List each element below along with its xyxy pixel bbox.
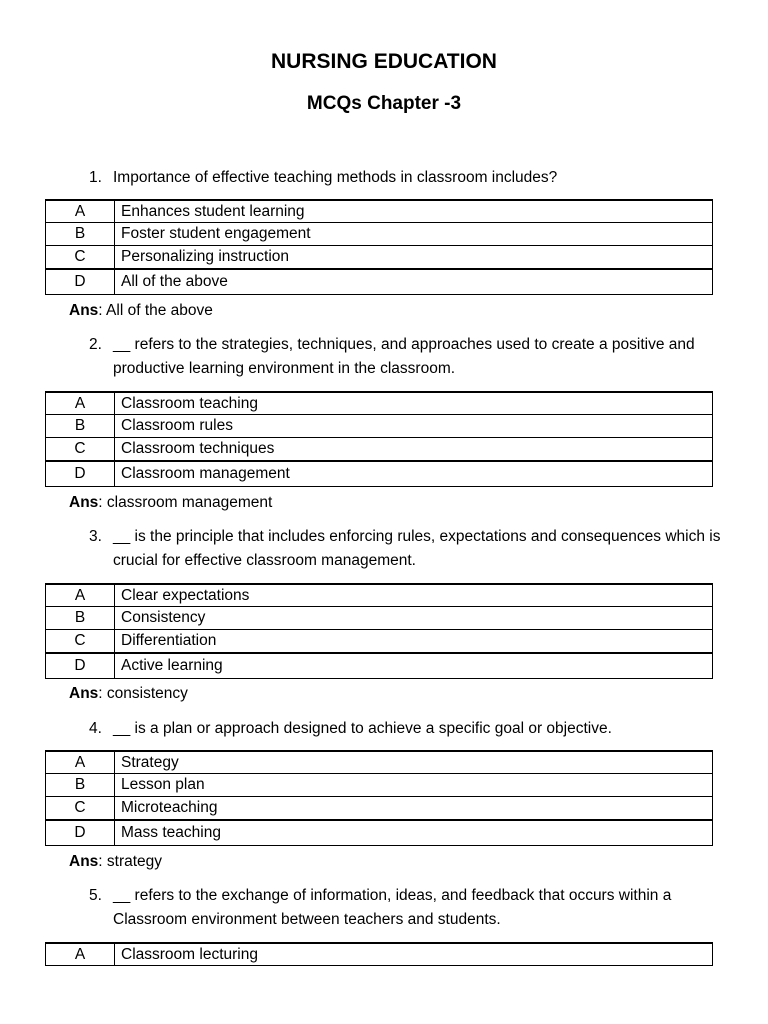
option-row bbox=[46, 797, 713, 821]
answer-label: Ans bbox=[69, 685, 99, 702]
option-row bbox=[46, 246, 713, 270]
option-text: Personalizing instruction bbox=[115, 246, 713, 270]
option-letter: C bbox=[46, 630, 115, 654]
options-table-5 bbox=[45, 942, 713, 966]
question-text: __ refers to the exchange of information, ideas, and feedback that occurs within a Classroom environment between teachers and students. bbox=[113, 887, 672, 928]
answer-text: : classroom management bbox=[98, 494, 273, 511]
option-row bbox=[46, 943, 713, 966]
question-1 bbox=[89, 166, 723, 190]
option-text: Mass teaching bbox=[115, 820, 713, 846]
question-text: __ is the principle that includes enforcing rules, expectations and consequences which is crucial for effective classroom management. bbox=[113, 528, 721, 569]
option-row bbox=[46, 269, 713, 295]
question-number: 5. bbox=[89, 887, 102, 904]
answer-3 bbox=[69, 684, 188, 704]
option-row bbox=[46, 415, 713, 438]
answer-text: : consistency bbox=[98, 685, 188, 702]
answer-label: Ans bbox=[69, 494, 99, 511]
option-row bbox=[46, 607, 713, 630]
option-letter: D bbox=[46, 269, 115, 295]
document-title: NURSING EDUCATION bbox=[271, 50, 497, 73]
option-text: Clear expectations bbox=[115, 584, 713, 607]
question-3 bbox=[89, 525, 723, 573]
answer-4 bbox=[69, 852, 162, 872]
option-text: All of the above bbox=[115, 269, 713, 295]
question-number: 1. bbox=[89, 169, 102, 186]
option-letter: B bbox=[46, 223, 115, 246]
option-row bbox=[46, 774, 713, 797]
option-letter: A bbox=[46, 392, 115, 415]
question-number: 3. bbox=[89, 528, 102, 545]
answer-text: : strategy bbox=[98, 853, 163, 870]
document-subtitle: MCQs Chapter -3 bbox=[306, 93, 462, 114]
question-5 bbox=[89, 884, 723, 932]
option-letter: D bbox=[46, 820, 115, 846]
option-text: Classroom techniques bbox=[115, 438, 713, 462]
question-number: 4. bbox=[89, 720, 102, 737]
answer-label: Ans bbox=[69, 853, 99, 870]
option-text: Classroom rules bbox=[115, 415, 713, 438]
options-table-1 bbox=[45, 199, 713, 295]
option-letter: A bbox=[46, 943, 115, 966]
answer-1 bbox=[69, 301, 213, 321]
option-text: Active learning bbox=[115, 653, 713, 679]
option-text: Strategy bbox=[115, 751, 713, 774]
option-text: Enhances student learning bbox=[115, 200, 713, 223]
option-letter: A bbox=[46, 584, 115, 607]
option-row bbox=[46, 392, 713, 415]
answer-text: : All of the above bbox=[98, 302, 213, 319]
option-letter: B bbox=[46, 415, 115, 438]
option-letter: A bbox=[46, 200, 115, 223]
question-4 bbox=[89, 717, 723, 741]
option-letter: B bbox=[46, 607, 115, 630]
option-letter: D bbox=[46, 653, 115, 679]
option-row bbox=[46, 438, 713, 462]
option-letter: A bbox=[46, 751, 115, 774]
question-text: __ refers to the strategies, techniques, and approaches used to create a positive and productive learning environment in the classroom. bbox=[113, 336, 695, 377]
question-text: Importance of effective teaching methods in classroom includes? bbox=[113, 169, 558, 186]
option-row bbox=[46, 461, 713, 487]
answer-label: Ans bbox=[69, 302, 99, 319]
option-text: Classroom management bbox=[115, 461, 713, 487]
option-row bbox=[46, 653, 713, 679]
option-text: Consistency bbox=[115, 607, 713, 630]
option-text: Lesson plan bbox=[115, 774, 713, 797]
question-2 bbox=[89, 333, 723, 381]
option-text: Classroom lecturing bbox=[115, 943, 713, 966]
option-text: Microteaching bbox=[115, 797, 713, 821]
option-text: Foster student engagement bbox=[115, 223, 713, 246]
question-text: __ is a plan or approach designed to achieve a specific goal or objective. bbox=[113, 720, 612, 737]
option-row bbox=[46, 584, 713, 607]
option-row bbox=[46, 820, 713, 846]
option-row bbox=[46, 751, 713, 774]
option-row bbox=[46, 630, 713, 654]
option-text: Differentiation bbox=[115, 630, 713, 654]
options-table-2 bbox=[45, 391, 713, 487]
option-row bbox=[46, 223, 713, 246]
option-letter: C bbox=[46, 246, 115, 270]
answer-2 bbox=[69, 493, 272, 513]
option-row bbox=[46, 200, 713, 223]
options-table-3 bbox=[45, 583, 713, 679]
options-table-4 bbox=[45, 750, 713, 846]
option-text: Classroom teaching bbox=[115, 392, 713, 415]
question-number: 2. bbox=[89, 336, 102, 353]
option-letter: D bbox=[46, 461, 115, 487]
option-letter: C bbox=[46, 438, 115, 462]
option-letter: C bbox=[46, 797, 115, 821]
option-letter: B bbox=[46, 774, 115, 797]
